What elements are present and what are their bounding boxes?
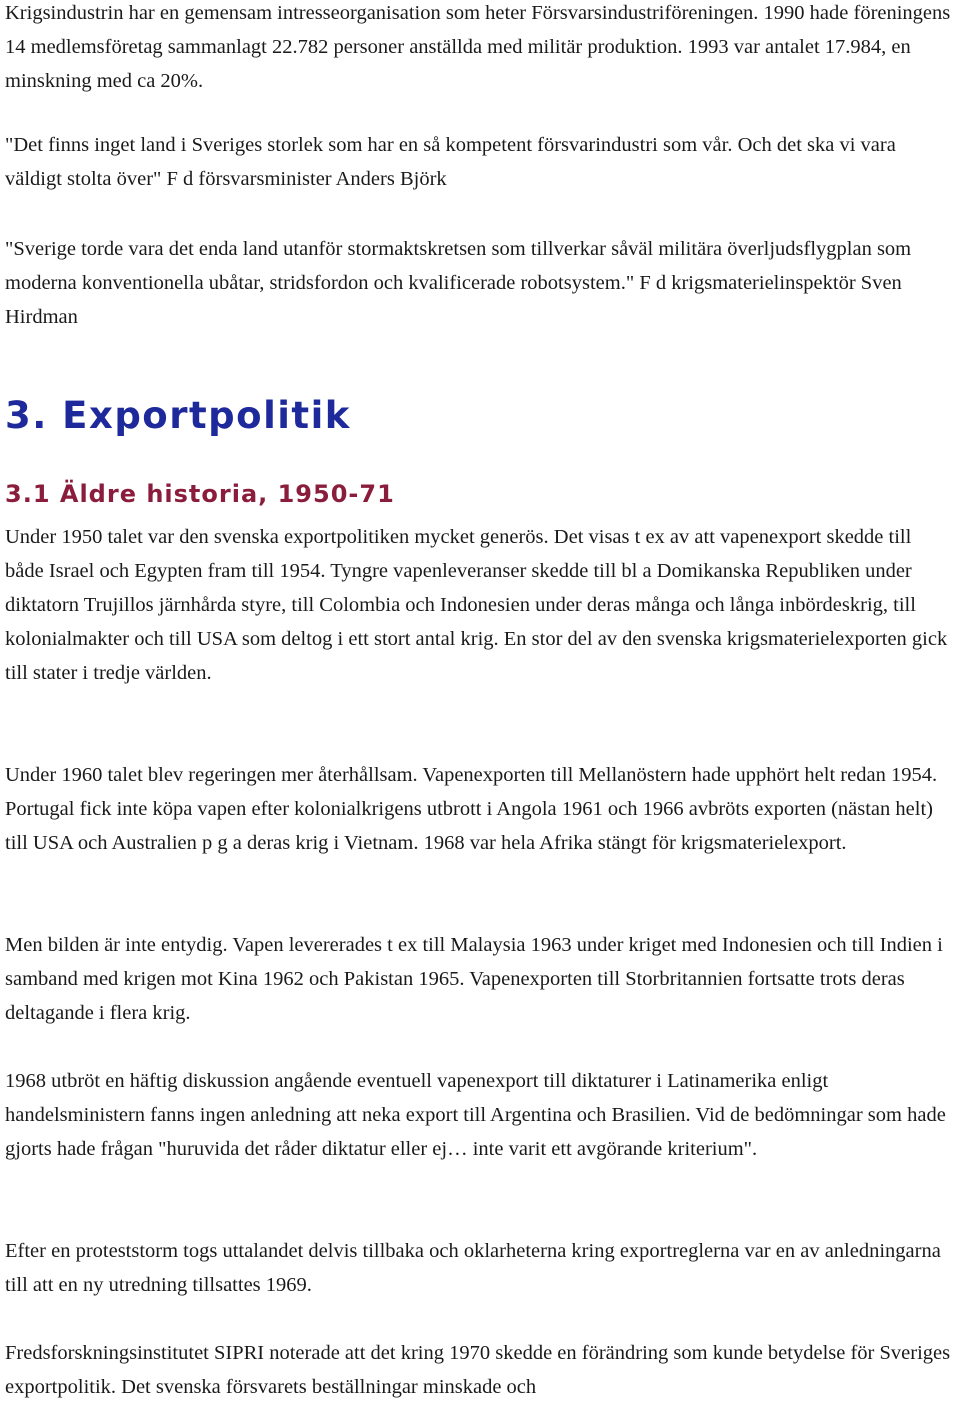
section-subheading: 3.1 Äldre historia, 1950-71 <box>5 480 395 508</box>
body-paragraph-5: Efter en proteststorm togs uttalandet delvis tillbaka och oklarheterna kring exportreglerna var en av anledningarna till att en ny utredning tillsattes 1969. <box>5 1240 941 1296</box>
section-heading: 3. Exportpolitik <box>5 394 351 437</box>
body-paragraph-2: Under 1960 talet blev regeringen mer återhållsam. Vapenexporten till Mellanöstern hade upphört helt redan 1954. Portugal fick inte köpa vapen efter kolonialkrigens utbrott i Angola 1961 och 1966 avbröts exporten (nästan helt) till USA och Australien p g a deras krig i Vietnam. 1968 var hela Afrika stängt för krigsmaterielexport. <box>5 764 938 854</box>
intro-quote-bjork: "Det finns inget land i Sveriges storlek som har en så kompetent försvarindustri som vår. Och det ska vi vara väldigt stolta över" F d försvarsminister Anders Björk <box>5 134 896 190</box>
intro-paragraph-1: Krigsindustrin har en gemensam intresseorganisation som heter Försvarsindustriföreningen. 1990 hade föreningens 14 medlemsföretag sammanlagt 22.782 personer anställda med militär produktion. 1993 var antalet 17.984, en minskning med ca 20%. <box>5 2 951 92</box>
intro-quote-hirdman: "Sverige torde vara det enda land utanför stormaktskretsen som tillverkar såväl militära överljudsflygplan som moderna konventionella ubåtar, stridsfordon och kvalificerade robotsystem." F d krigsmaterielinspektör Sven Hirdman <box>5 238 912 328</box>
body-paragraph-4: 1968 utbröt en häftig diskussion angående eventuell vapenexport till diktaturer i Latinamerika enligt handelsministern fanns ingen anledning att neka export till Argentina och Brasilien. Vid de bedömningar som hade gjorts hade frågan "huruvida det råder diktatur eller ej… inte varit ett avgörande kriterium". <box>5 1070 946 1160</box>
body-paragraph-6: Fredsforskningsinstitutet SIPRI noterade att det kring 1970 skedde en förändring som kunde betydelse för Sveriges exportpolitik. Det svenska försvarets beställningar minskade och <box>5 1342 951 1398</box>
body-paragraph-1: Under 1950 talet var den svenska exportpolitiken mycket generös. Det visas t ex av att vapenexport skedde till både Israel och Egypten fram till 1954. Tyngre vapenleveranser skedde till bl a Domikanska Republiken under diktatorn Trujillos järnhårda styre, till Colombia och Indonesien under deras många och långa inbördeskrig, till kolonialmakter och till USA som deltog i ett stort antal krig. En stor del av den svenska krigsmaterielexporten gick till stater i tredje världen. <box>5 526 948 684</box>
body-paragraph-3: Men bilden är inte entydig. Vapen levererades t ex till Malaysia 1963 under kriget med Indonesien och till Indien i samband med krigen mot Kina 1962 och Pakistan 1965. Vapenexporten till Storbritannien fortsatte trots deras deltagande i flera krig. <box>5 934 943 1024</box>
